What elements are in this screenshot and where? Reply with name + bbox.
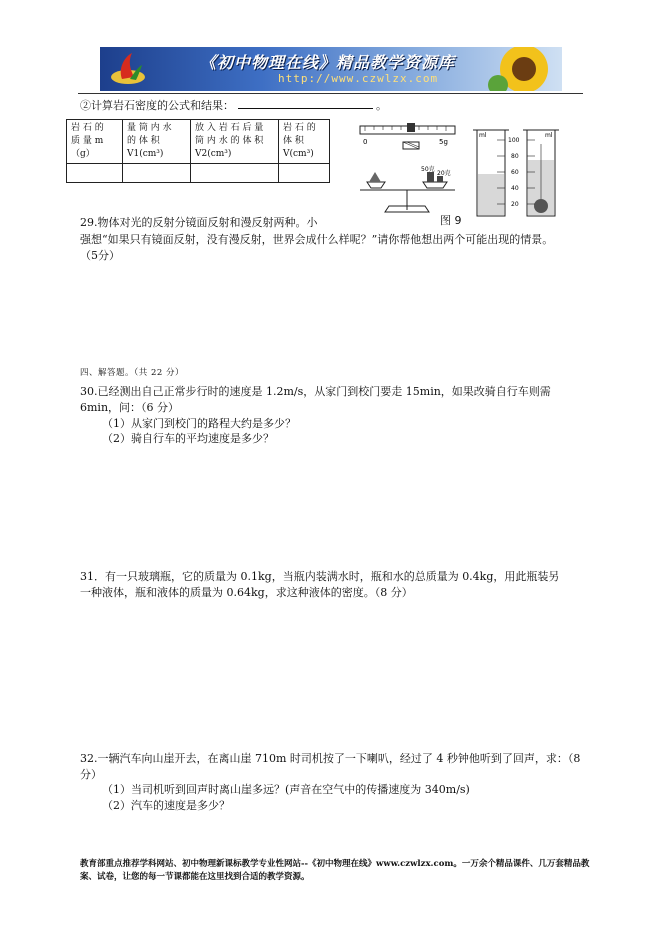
q28-formula-text: ②计算岩石密度的公式和结果：	[80, 99, 234, 112]
q30-sub-1: （1）从家门到校门的路程大约是多少？	[102, 417, 296, 430]
section-4-title: 四、解答题。（共 22 分）	[80, 368, 184, 378]
svg-text:40: 40	[511, 185, 519, 192]
header-rule	[78, 93, 583, 94]
cylinder-right	[523, 130, 559, 216]
sunflower-icon	[484, 47, 554, 91]
q28-answer-blank[interactable]	[238, 97, 373, 109]
q29-line-2: 强想“如果只有镜面反射，没有漫反射，世界会成什么样呢？”请你帮他想出两个可能出现的情景。	[80, 233, 554, 246]
banner-url[interactable]: http://www.czwlzx.com	[278, 72, 439, 85]
cylinder-tick-labels	[508, 137, 520, 208]
cell-v1[interactable]	[123, 164, 191, 183]
scale-left-label: 0	[363, 138, 368, 146]
header-rock-mass: 岩 石 的 质 量 m （g）	[67, 120, 123, 164]
svg-text:80: 80	[511, 153, 519, 160]
q32-sub-2: （2）汽车的速度是多少？	[102, 799, 230, 812]
cell-v2[interactable]	[191, 164, 279, 183]
weight-20g-label: 20克	[437, 170, 451, 177]
balance	[360, 142, 455, 212]
banner-title: 《初中物理在线》精品教学资源库	[200, 53, 456, 72]
cell-v[interactable]	[279, 164, 330, 183]
q29-line-3: （5分）	[80, 249, 120, 262]
q32-line-1: 32.一辆汽车向山崖开去，在离山崖 710m 时司机按了一下喇叭，经过了 4 秒钟他听到了回声，求：（8	[80, 752, 581, 765]
q32-line-2: 分）	[80, 768, 102, 781]
ml-left-label: ml	[479, 132, 487, 139]
table-header-row	[67, 120, 330, 164]
ml-right-label: ml	[545, 132, 553, 139]
q30-line-1: 30.已经测出自己正常步行时的速度是 1.2m/s，从家门到校门要走 15min，如果改骑自行车则需	[80, 385, 551, 398]
figure-label: 图 9	[440, 214, 462, 227]
header-water-rock-volume: 放 入 岩 石 后 量 筒 内 水 的 体 积 V2(cm³)	[191, 120, 279, 164]
header-water-volume: 量 筒 内 水 的 体 积 V1(cm³)	[123, 120, 191, 164]
rider-scale	[360, 123, 455, 146]
q30-sub-2: （2）骑自行车的平均速度是多少？	[102, 432, 274, 445]
q32-sub-1: （1）当司机听到回声时离山崖多远？(声音在空气中的传播速度为 340m/s)	[102, 783, 470, 796]
cell-mass[interactable]	[67, 164, 123, 183]
weight-50g-label: 50克	[421, 166, 435, 173]
svg-text:20: 20	[511, 201, 519, 208]
q28-formula-line	[80, 97, 387, 113]
rock-density-table	[66, 119, 330, 183]
cylinder-left	[473, 130, 509, 216]
q31-line-1: 31．有一只玻璃瓶，它的质量为 0.1kg，当瓶内装满水时，瓶和水的总质量为 0.4kg，用此瓶装另	[80, 570, 560, 583]
svg-text:100: 100	[508, 137, 520, 144]
header-rock-volume: 岩 石 的 体 积 V(cm³)	[279, 120, 330, 164]
figure-9	[355, 122, 575, 222]
scale-right-label: 5g	[439, 138, 448, 146]
svg-text:60: 60	[511, 169, 519, 176]
table-row	[67, 164, 330, 183]
site-logo-icon	[108, 51, 148, 87]
q29-line-1: 29.物体对光的反射分镜面反射和漫反射两种。小	[80, 216, 318, 229]
q30-line-2: 6min，问：（6 分）	[80, 401, 180, 414]
header-banner	[100, 47, 562, 91]
q31-line-2: 一种液体，瓶和液体的质量为 0.64kg，求这种液体的密度。（8 分）	[80, 586, 413, 599]
q28-end-mark: 。	[376, 99, 387, 112]
page-footer: 教育部重点推荐学科网站、初中物理新课标教学专业性网站--《初中物理在线》www.czwlzx.com。一万余个精品课件、几万套精品教案、试卷，让您的每一节课都能在这里找到合适的教学资源。	[80, 859, 590, 882]
